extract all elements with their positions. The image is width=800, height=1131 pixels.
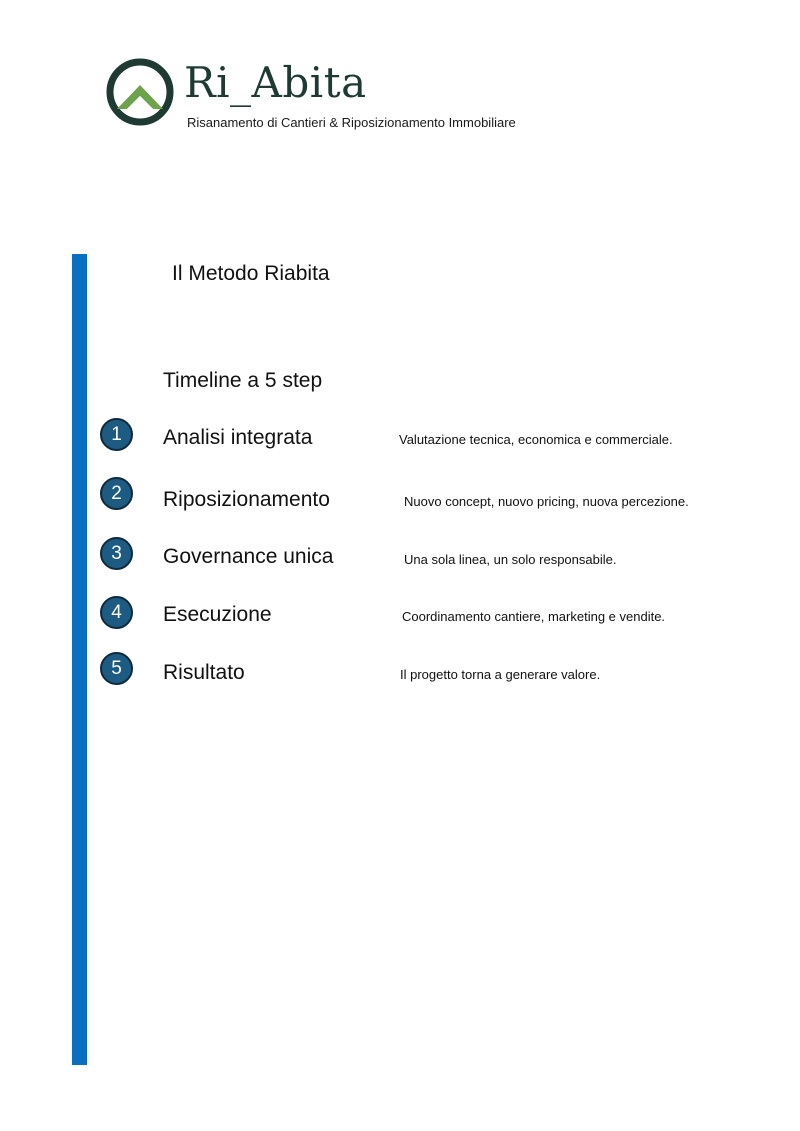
step-title: Governance unica	[163, 545, 334, 568]
brand-tagline: Risanamento di Cantieri & Riposizionamento Immobiliare	[187, 115, 516, 130]
step-description: Il progetto torna a generare valore.	[400, 667, 601, 682]
step-description: Coordinamento cantiere, marketing e vendite.	[402, 609, 666, 624]
step-description: Una sola linea, un solo responsabile.	[404, 552, 617, 567]
brand-name: Ri_Abita	[184, 58, 367, 107]
step-number-badge: 5	[100, 652, 133, 685]
step-title: Esecuzione	[163, 603, 272, 626]
step-number-badge: 3	[100, 537, 133, 570]
section-title: Il Metodo Riabita	[172, 262, 330, 285]
house-roof-icon	[105, 57, 175, 127]
step-description: Nuovo concept, nuovo pricing, nuova percezione.	[404, 494, 689, 509]
step-number-badge: 4	[100, 596, 133, 629]
step-description: Valutazione tecnica, economica e commerciale.	[399, 432, 673, 447]
accent-bar	[72, 254, 87, 1065]
step-number-badge: 2	[100, 477, 133, 510]
step-number-badge: 1	[100, 418, 133, 451]
timeline-title: Timeline a 5 step	[163, 369, 323, 392]
step-title: Riposizionamento	[163, 488, 330, 511]
step-title: Risultato	[163, 661, 245, 684]
step-title: Analisi integrata	[163, 426, 313, 449]
